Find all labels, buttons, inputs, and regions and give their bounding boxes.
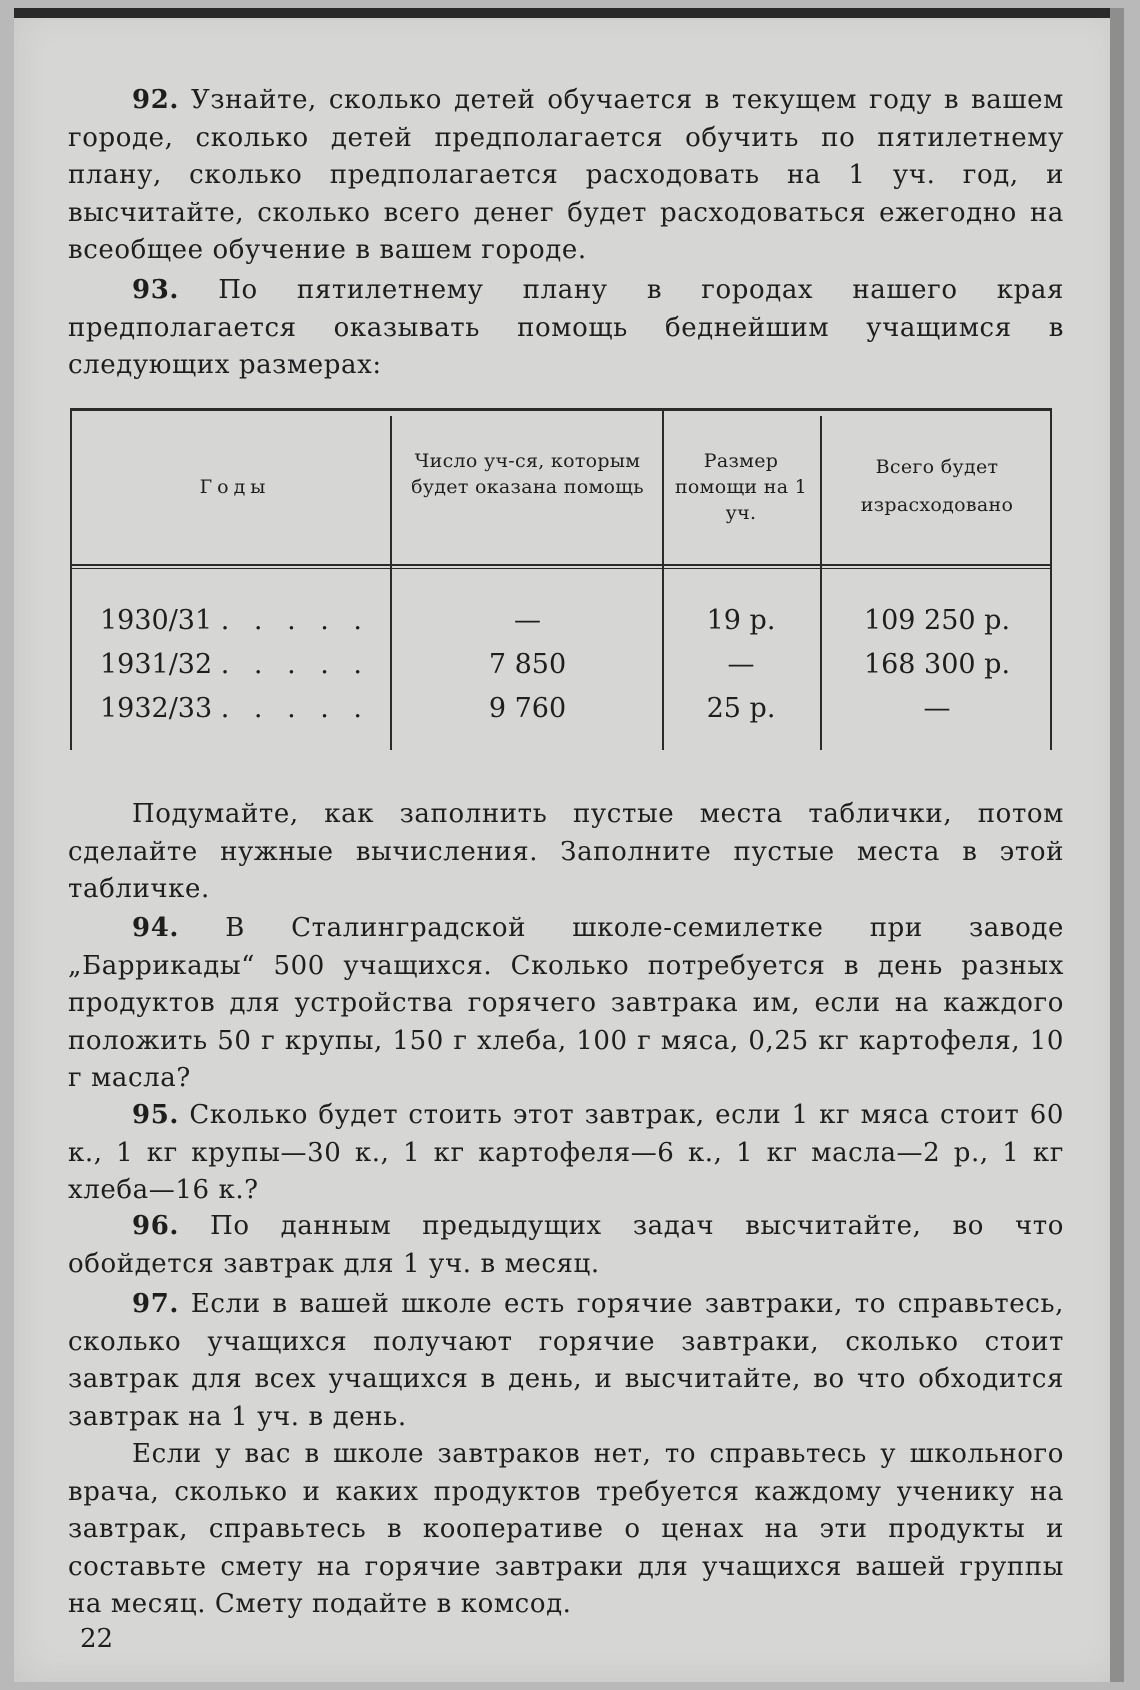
scan-right-edge bbox=[1110, 8, 1124, 1682]
problem-number: 96. bbox=[132, 1211, 180, 1241]
problem-text: Сколько будет стоить этот завтрак, если 1 кг мяса стоит 60 к., 1 кг крупы—30 к., 1 кг картофеля—6 к., 1 кг масла—2 р., 1 кг хлеба—16 к.? bbox=[68, 1100, 1064, 1205]
problem-text: Узнайте, сколько детей обучается в текущем году в вашем городе, сколько детей предполагается обучить по пятилетнему плану, сколько предполагается расходовать на 1 уч. год, и высчитайте, сколько всего денег будет расходоваться ежегодно на всеобщее обучение в вашем городе. bbox=[68, 85, 1064, 265]
header-students: Число уч-ся, которым будет оказана помощь bbox=[411, 450, 644, 498]
table-right-border bbox=[1050, 408, 1052, 750]
problem-number: 92. bbox=[132, 85, 180, 115]
row-amount: 25 р. bbox=[706, 693, 776, 724]
table-col-divider bbox=[820, 416, 822, 750]
table-header-rule bbox=[70, 564, 1052, 566]
row-students: 9 760 bbox=[488, 693, 567, 724]
table-instructions: Подумайте, как заполнить пустые места таблички, потом сделайте нужные вычисления. Заполните пустые места в этой табличке. bbox=[68, 799, 1064, 904]
row-year: 1932/33 . . . . . bbox=[100, 693, 371, 724]
assistance-table bbox=[70, 408, 1052, 750]
problem-text: В Сталинградской школе-семилетке при заводе „Баррикады“ 500 учащихся. Сколько потребуется в день разных продуктов для устройства горячего завтрака им, если на каждого положить 50 г крупы, 150 г хлеба, 100 г мяса, 0,25 кг картофеля, 10 г масла? bbox=[68, 913, 1064, 1093]
table-col-divider bbox=[662, 408, 664, 750]
problem-text: Если в вашей школе есть горячие завтраки, то справьтесь, сколько учащихся получают горячие завтраки, сколько стоит завтрак для всех учащихся в день, и высчитайте, во что обходится завтрак на 1 уч. в день. bbox=[68, 1289, 1064, 1432]
table-col-divider bbox=[390, 416, 392, 750]
row-total: 109 250 р. bbox=[863, 605, 1011, 636]
problem-text: По пятилетнему плану в городах нашего края предполагается оказывать помощь беднейшим учащимся в следующих размерах: bbox=[68, 275, 1064, 380]
problem-97 bbox=[68, 1286, 1064, 1436]
book-page bbox=[14, 8, 1124, 1682]
problem-94 bbox=[68, 910, 1064, 1098]
header-years: Годы bbox=[199, 476, 271, 498]
table-header-rule-2 bbox=[70, 568, 1052, 569]
header-total: Всего будет израсходовано bbox=[860, 456, 1014, 516]
row-total: 168 300 р. bbox=[863, 649, 1011, 680]
row-students: 7 850 bbox=[488, 649, 567, 680]
row-year: 1931/32 . . . . . bbox=[100, 649, 371, 680]
row-students: — bbox=[514, 605, 541, 636]
table-left-border bbox=[70, 408, 72, 750]
problem-number: 93. bbox=[132, 275, 180, 305]
row-total: — bbox=[923, 693, 951, 724]
problem-93 bbox=[68, 272, 1064, 385]
problem-text: По данным предыдущих задач высчитайте, во что обойдется завтрак для 1 уч. в месяц. bbox=[68, 1211, 1064, 1279]
problem-number: 94. bbox=[132, 913, 180, 943]
problem-95 bbox=[68, 1097, 1064, 1210]
problem-92 bbox=[68, 82, 1064, 270]
header-amount: Размер помощи на 1 уч. bbox=[674, 450, 808, 524]
page-number: 22 bbox=[80, 1624, 114, 1654]
table-top-border bbox=[70, 408, 1052, 411]
scan-top-edge bbox=[14, 8, 1124, 18]
problem-number: 95. bbox=[132, 1100, 180, 1130]
row-amount: 19 р. bbox=[706, 605, 776, 636]
row-amount: — bbox=[727, 649, 755, 680]
row-year: 1930/31 . . . . . bbox=[100, 605, 371, 636]
problem-number: 97. bbox=[132, 1289, 180, 1319]
problem-96 bbox=[68, 1208, 1064, 1283]
problem-97-extra: Если у вас в школе завтраков нет, то справьтесь у школьного врача, сколько и каких продуктов требуется каждому ученику на завтрак, справьтесь в кооперативе о ценах на эти продукты и составьте смету на горячие завтраки для учащихся вашей группы на месяц. Смету подайте в комсод. bbox=[68, 1439, 1064, 1619]
